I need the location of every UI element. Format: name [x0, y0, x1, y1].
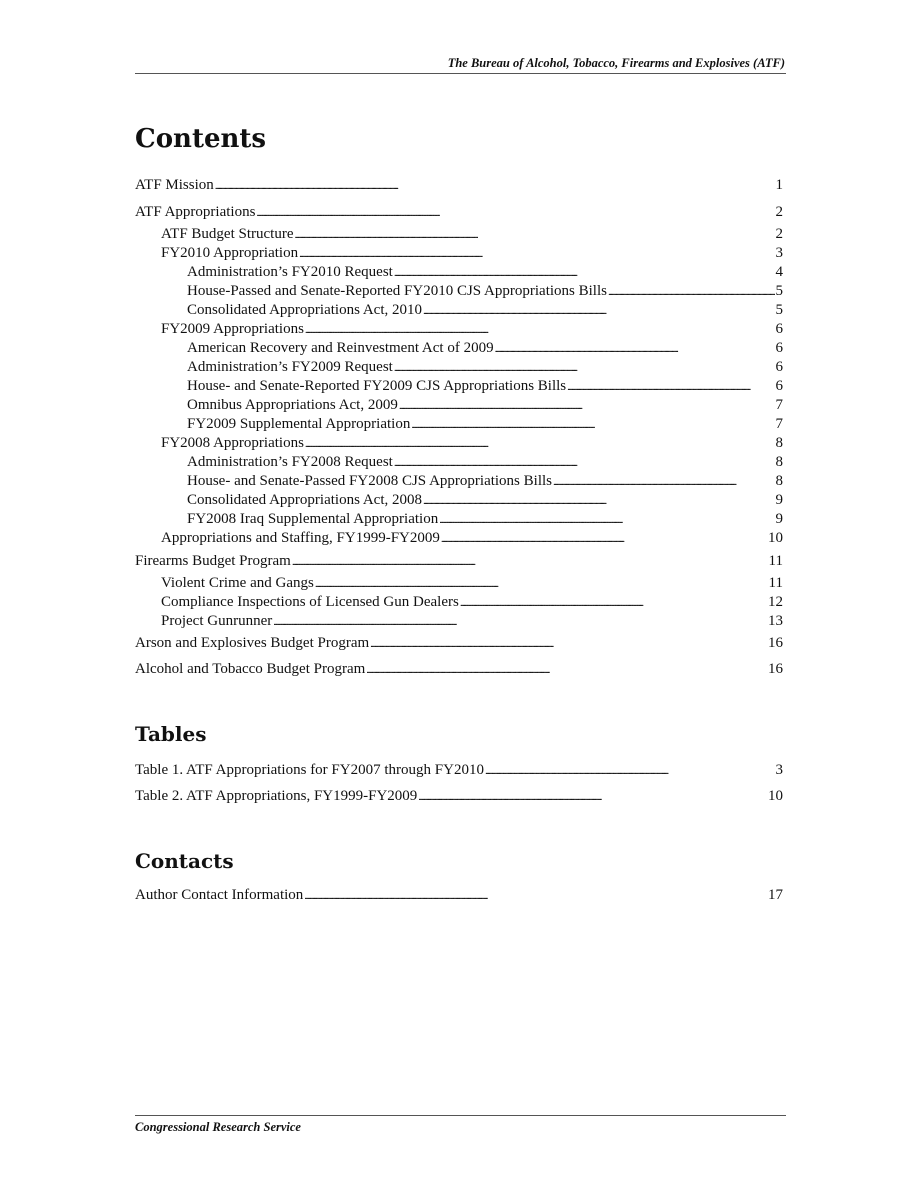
contacts-heading: Contacts — [135, 849, 234, 873]
toc-entry-title: Table 2. ATF Appropriations, FY1999-FY2009 — [135, 788, 418, 804]
toc-entry-table-1[interactable] — [135, 761, 783, 779]
toc-entry-title: House- and Senate-Reported FY2009 CJS Appropriations Bills — [187, 378, 567, 394]
toc-entry-atf-budget-structure[interactable] — [135, 225, 783, 243]
toc-entry-page: 11 — [768, 553, 783, 569]
toc-entry-project-gunrunner[interactable] — [135, 612, 783, 630]
toc-entry-compliance-inspections[interactable] — [135, 593, 783, 611]
dot-leader — [370, 634, 767, 653]
toc-entry-page: 10 — [768, 788, 783, 804]
dot-leader — [567, 377, 774, 396]
toc-entry-page: 8 — [775, 454, 783, 470]
dot-leader — [305, 434, 775, 453]
toc-entry-arson-explosives[interactable] — [135, 634, 783, 652]
toc-entry-title: FY2009 Appropriations — [161, 321, 304, 337]
dot-leader — [485, 761, 775, 780]
toc-entry-page: 6 — [775, 340, 783, 356]
toc-entry-page: 2 — [775, 226, 783, 242]
toc-entry-title: Administration’s FY2009 Request — [187, 359, 393, 375]
toc-entry-title: FY2009 Supplemental Appropriation — [187, 416, 411, 432]
toc-entry-page: 6 — [775, 321, 783, 337]
toc-entry-title: Arson and Explosives Budget Program — [135, 635, 370, 651]
toc-entry-page: 10 — [768, 530, 783, 546]
footer-rule — [135, 1115, 786, 1116]
toc-entry-fy2010-request[interactable] — [135, 263, 783, 281]
toc-entry-page: 2 — [775, 204, 783, 220]
toc-entry-atf-mission[interactable] — [135, 176, 783, 194]
toc-entry-page: 13 — [768, 613, 783, 629]
toc-entry-recovery-act-2009[interactable] — [135, 339, 783, 357]
dot-leader — [273, 612, 767, 631]
toc-entry-title: FY2010 Appropriation — [161, 245, 299, 261]
toc-entry-violent-crime-gangs[interactable] — [135, 574, 783, 592]
dot-leader — [411, 415, 774, 434]
toc-entry-fy2009-appropriations[interactable] — [135, 320, 783, 338]
footer-text: Congressional Research Service — [135, 1120, 301, 1134]
toc-entry-title: Omnibus Appropriations Act, 2009 — [187, 397, 398, 413]
toc-entry-fy2010-appropriation[interactable] — [135, 244, 783, 262]
toc-entry-appropriations-staffing[interactable] — [135, 529, 783, 547]
dot-leader — [292, 552, 768, 571]
dot-leader — [423, 301, 775, 320]
toc-entry-fy2009-supplemental[interactable] — [135, 415, 783, 433]
dot-leader — [423, 491, 775, 510]
dot-leader — [304, 886, 767, 905]
dot-leader — [366, 660, 767, 679]
dot-leader — [256, 203, 774, 222]
toc-entry-firearms-budget[interactable] — [135, 552, 783, 570]
dot-leader — [299, 244, 774, 263]
dot-leader — [553, 472, 775, 491]
toc-entry-fy2008-appropriations[interactable] — [135, 434, 783, 452]
toc-entry-title: Administration’s FY2010 Request — [187, 264, 393, 280]
toc-entry-title: Compliance Inspections of Licensed Gun Dealers — [161, 594, 459, 610]
toc-entry-page: 16 — [768, 661, 783, 677]
toc-entry-author-contact[interactable] — [135, 886, 783, 904]
header-title: The Bureau of Alcohol, Tobacco, Firearms and Explosives (ATF) — [447, 56, 785, 70]
toc-entry-page: 6 — [775, 359, 783, 375]
toc-entry-title: Firearms Budget Program — [135, 553, 291, 569]
toc-entry-fy2009-cjs-bills[interactable] — [135, 377, 783, 395]
toc-entry-page: 16 — [768, 635, 783, 651]
toc-entry-consolidated-act-2010[interactable] — [135, 301, 783, 319]
toc-entry-title: Administration’s FY2008 Request — [187, 454, 393, 470]
toc-entry-atf-appropriations[interactable] — [135, 203, 783, 221]
dot-leader — [439, 510, 774, 529]
toc-entry-page: 5 — [775, 283, 783, 299]
toc-entry-title: FY2008 Iraq Supplemental Appropriation — [187, 511, 439, 527]
toc-entry-title: House-Passed and Senate-Reported FY2010 CJS Appropriations Bills — [187, 283, 607, 299]
toc-entry-page: 4 — [775, 264, 783, 280]
toc-entry-title: Consolidated Appropriations Act, 2008 — [187, 492, 422, 508]
toc-entry-title: Project Gunrunner — [161, 613, 273, 629]
toc-entry-fy2008-cjs-bills[interactable] — [135, 472, 783, 490]
toc-entry-page: 7 — [775, 416, 783, 432]
toc-entry-page: 1 — [775, 177, 783, 193]
toc-entry-title: ATF Appropriations — [135, 204, 256, 220]
toc-entry-fy2010-cjs-bills[interactable] — [135, 282, 783, 300]
toc-entry-title: House- and Senate-Passed FY2008 CJS Appropriations Bills — [187, 473, 552, 489]
toc-entry-omnibus-act-2009[interactable] — [135, 396, 783, 414]
toc-entry-title: Table 1. ATF Appropriations for FY2007 through FY2010 — [135, 762, 484, 778]
toc-entry-title: ATF Budget Structure — [161, 226, 294, 242]
toc-entry-page: 8 — [775, 473, 783, 489]
header-rule — [135, 73, 786, 74]
dot-leader — [215, 176, 775, 195]
toc-entry-title: Author Contact Information — [135, 887, 304, 903]
dot-leader — [394, 453, 775, 472]
toc-entry-page: 3 — [775, 762, 783, 778]
toc-entry-page: 3 — [775, 245, 783, 261]
dot-leader — [608, 282, 775, 301]
toc-entry-fy2008-request[interactable] — [135, 453, 783, 471]
toc-entry-page: 12 — [768, 594, 783, 610]
dot-leader — [460, 593, 767, 612]
toc-entry-fy2008-iraq-supplemental[interactable] — [135, 510, 783, 528]
toc-entry-page: 9 — [775, 511, 783, 527]
dot-leader — [418, 787, 767, 806]
contents-heading: Contents — [135, 124, 267, 154]
toc-entry-title: Violent Crime and Gangs — [161, 575, 314, 591]
tables-heading: Tables — [135, 722, 207, 746]
toc-entry-page: 17 — [768, 887, 783, 903]
dot-leader — [315, 574, 768, 593]
toc-entry-title: Alcohol and Tobacco Budget Program — [135, 661, 366, 677]
toc-entry-page: 8 — [775, 435, 783, 451]
toc-entry-page: 9 — [775, 492, 783, 508]
dot-leader — [399, 396, 775, 415]
toc-entry-alcohol-tobacco[interactable] — [135, 660, 783, 678]
dot-leader — [441, 529, 767, 548]
toc-entry-title: ATF Mission — [135, 177, 214, 193]
toc-entry-consolidated-act-2008[interactable] — [135, 491, 783, 509]
toc-entry-title: Consolidated Appropriations Act, 2010 — [187, 302, 422, 318]
dot-leader — [495, 339, 775, 358]
dot-leader — [295, 225, 775, 244]
dot-leader — [305, 320, 775, 339]
toc-entry-page: 11 — [768, 575, 783, 591]
toc-entry-fy2009-request[interactable] — [135, 358, 783, 376]
toc-entry-title: American Recovery and Reinvestment Act of 2009 — [187, 340, 494, 356]
toc-entry-table-2[interactable] — [135, 787, 783, 805]
dot-leader — [394, 358, 775, 377]
dot-leader — [394, 263, 775, 282]
toc-entry-page: 5 — [775, 302, 783, 318]
toc-entry-page: 7 — [775, 397, 783, 413]
toc-entry-title: Appropriations and Staffing, FY1999-FY2009 — [161, 530, 440, 546]
toc-entry-title: FY2008 Appropriations — [161, 435, 304, 451]
toc-entry-page: 6 — [775, 378, 783, 394]
